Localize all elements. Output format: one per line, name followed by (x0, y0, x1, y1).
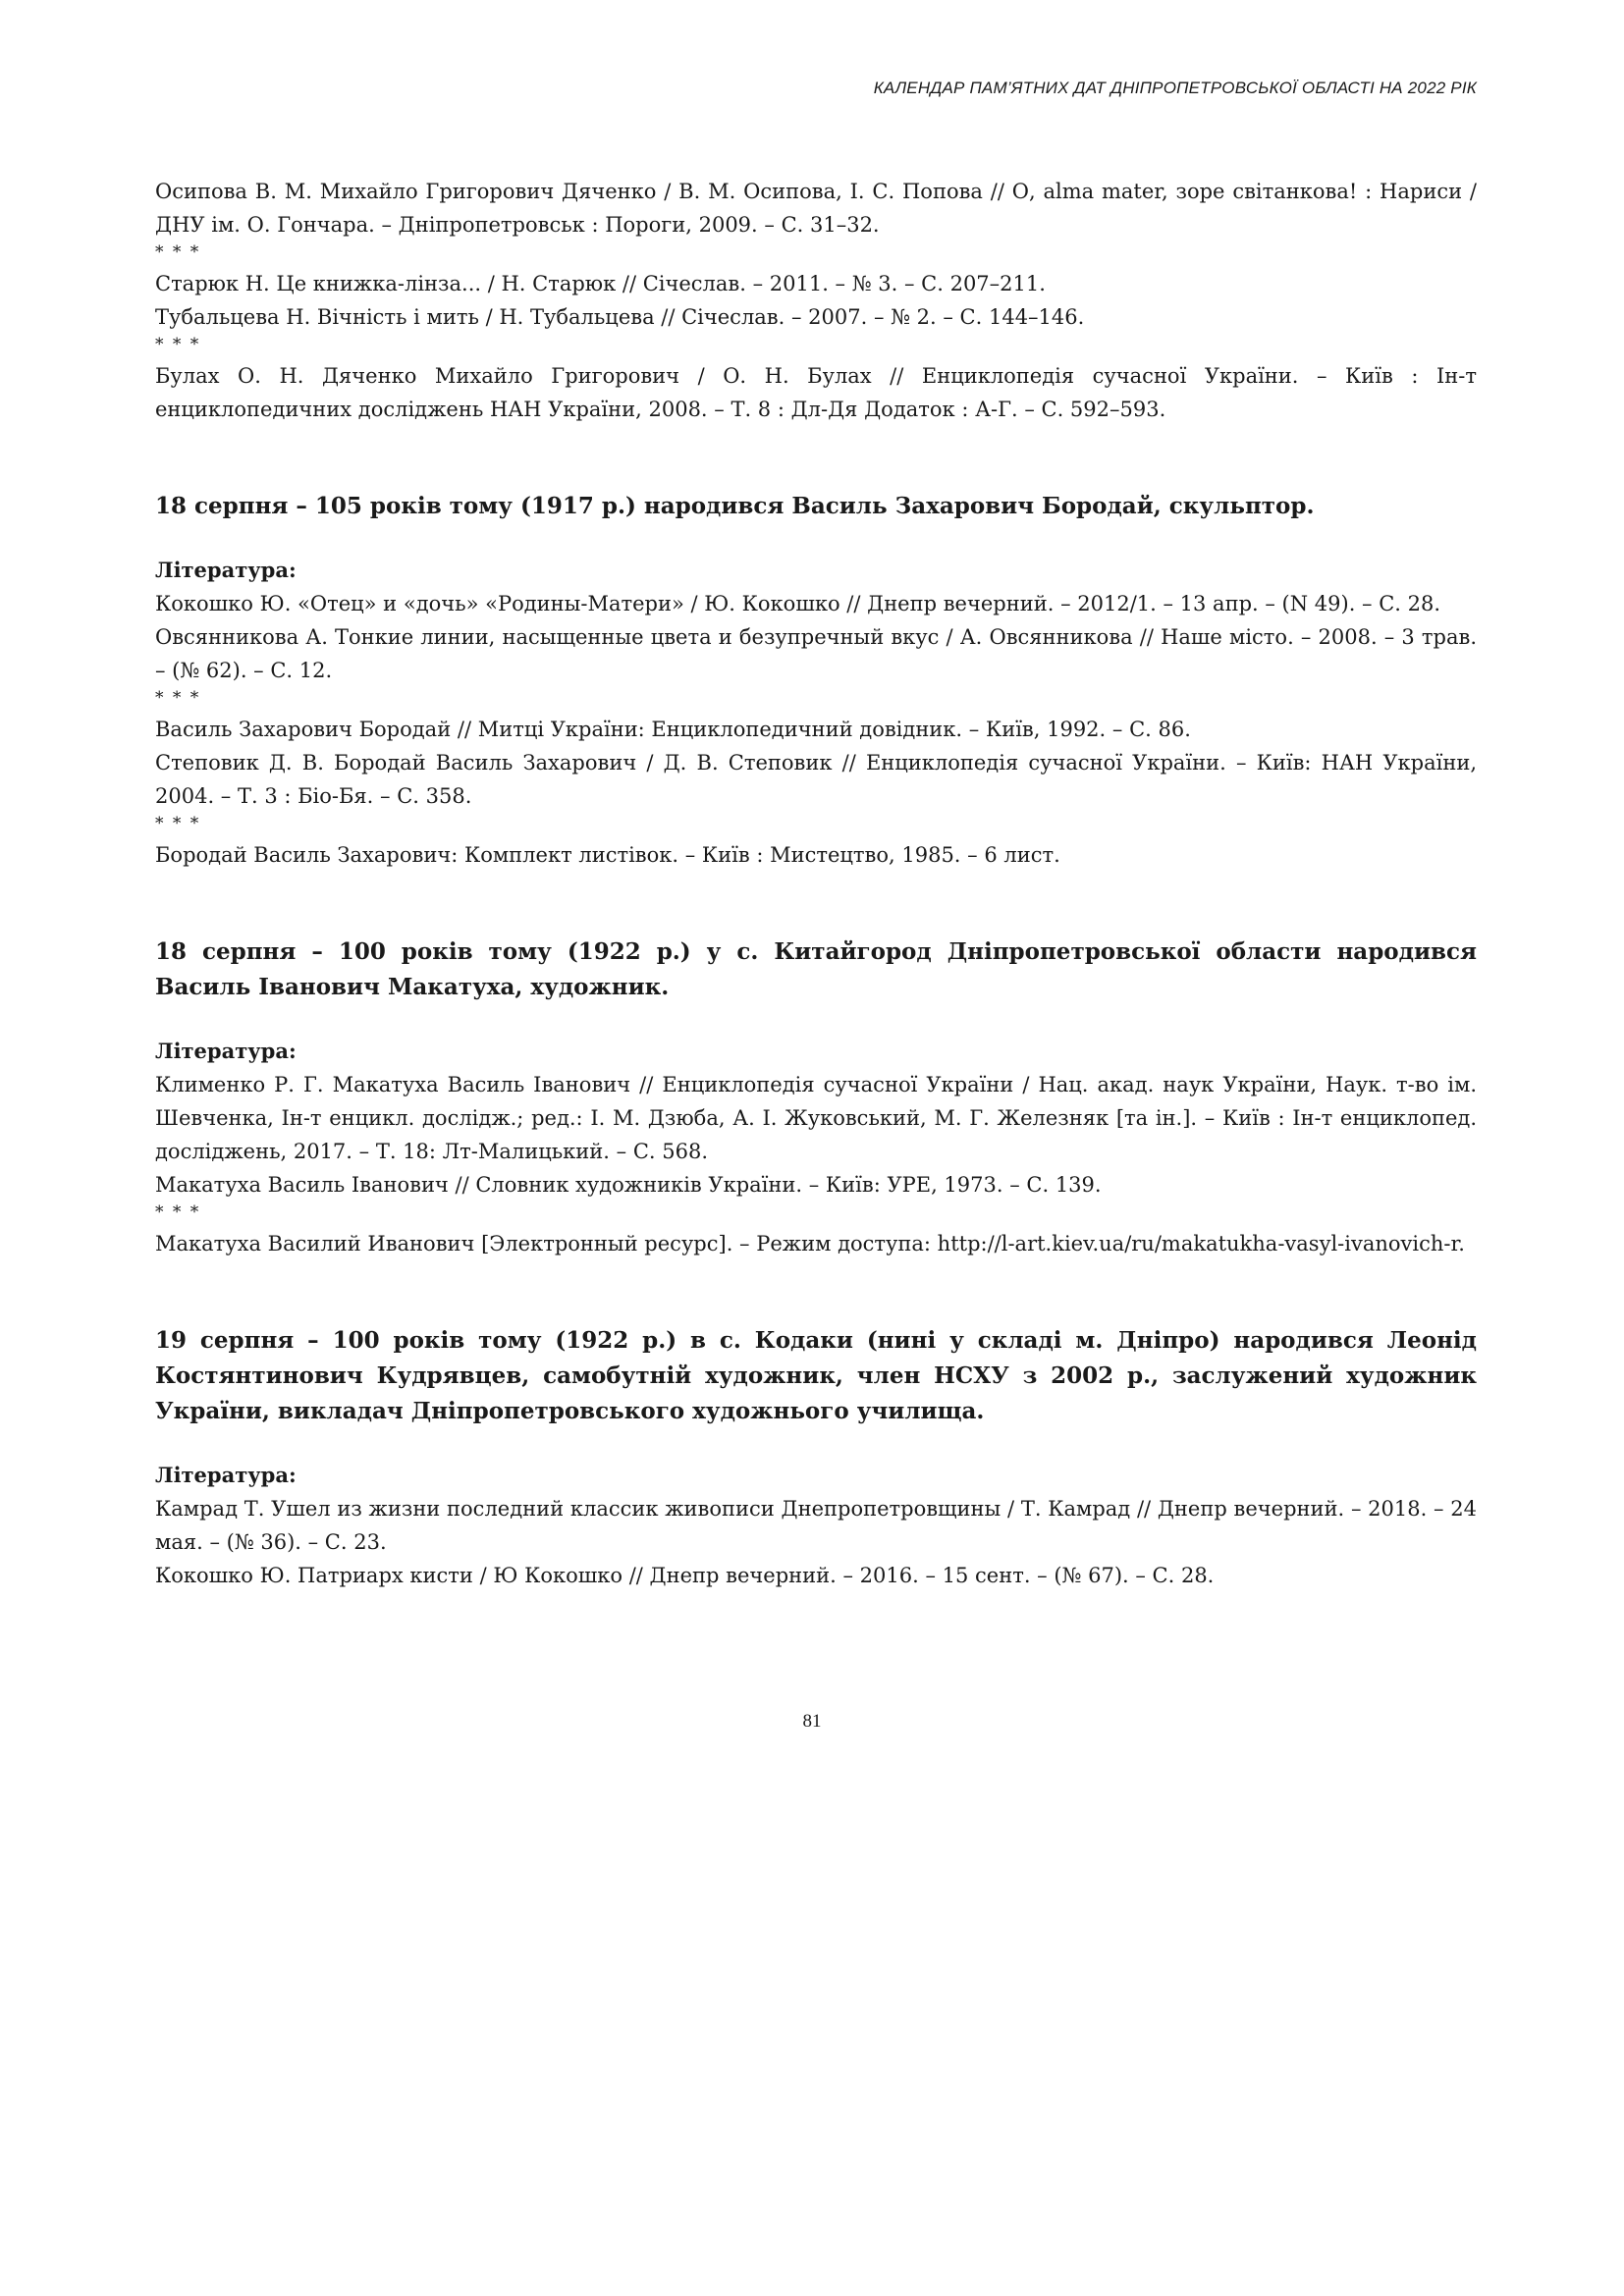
bibliography-entry: Кокошко Ю. «Отец» и «дочь» «Родины-Матери» / Ю. Кокошко // Днепр вечерний. – 2012/1. – 13 апр. – (N 49). – С. 28. (155, 592, 1441, 615)
entry-separator: * * * (155, 335, 201, 354)
bibliography-entry: Василь Захарович Бородай // Митці України: Енциклопедичний довідник. – Київ, 1992. – С. 86. (155, 718, 1191, 741)
bibliography-entry: Овсянникова А. Тонкие линии, насыщенные цвета и безупречный вкус / А. Овсянникова // Наше місто. – 2008. – 3 трав. – (№ 62). – С. 12. (155, 625, 1477, 682)
literature-label: Література: (155, 1039, 297, 1063)
section-kudriavtsev (155, 1323, 1477, 1592)
top-bibliography-block (155, 175, 1477, 426)
entry-separator: * * * (155, 242, 201, 262)
section-makatukha (155, 934, 1477, 1260)
bibliography-entry: Степовик Д. В. Бородай Василь Захарович / Д. В. Степовик // Енциклопедія сучасної України. – Київ: НАН України, 2004. – Т. 3 : Біо-Бя. – С. 358. (155, 751, 1477, 808)
running-header: КАЛЕНДАР ПАМ’ЯТНИХ ДАТ ДНІПРОПЕТРОВСЬКОЇ ОБЛАСТІ НА 2022 РІК (873, 79, 1477, 97)
bibliography-entry: Тубальцева Н. Вічність і мить / Н. Тубальцева // Січеслав. – 2007. – № 2. – С. 144–146. (155, 305, 1085, 329)
bibliography-entry: Булах О. Н. Дяченко Михайло Григорович / О. Н. Булах // Енциклопедія сучасної України. – Київ : Ін-т енциклопедичних досліджень НАН України, 2008. – Т. 8 : Дл-Дя Додаток : А-Г. – С. 592–593. (155, 364, 1477, 421)
section-borodai (155, 489, 1477, 872)
entry-separator: * * * (155, 814, 201, 833)
section-title: 18 серпня – 100 років тому (1922 р.) у с. Китайгород Дніпропетровської области народився Василь Іванович Макатуха, художник. (155, 938, 1477, 1000)
section-title: 19 серпня – 100 років тому (1922 р.) в с. Кодаки (нині у складі м. Дніпро) народився Леонід Костянтинович Кудрявцев, самобутній художник, член НСХУ з 2002 р., заслужений художник України, викладач Дніпропетровського художнього училища. (155, 1327, 1477, 1424)
bibliography-entry: Бородай Василь Захарович: Комплект листівок. – Київ : Мистецтво, 1985. – 6 лист. (155, 843, 1060, 867)
entry-separator: * * * (155, 688, 201, 708)
bibliography-entry: Камрад Т. Ушел из жизни последний классик живописи Днепропетровщины / Т. Камрад // Днепр вечерний. – 2018. – 24 мая. – (№ 36). – С. 23. (155, 1497, 1477, 1554)
bibliography-entry: Старюк Н. Це книжка-лінза... / Н. Старюк // Січеслав. – 2011. – № 3. – С. 207–211. (155, 272, 1046, 295)
entry-separator: * * * (155, 1202, 201, 1222)
literature-label: Література: (155, 1463, 297, 1487)
literature-label: Література: (155, 558, 297, 582)
section-title: 18 серпня – 105 років тому (1917 р.) народився Василь Захарович Бородай, скульптор. (155, 493, 1315, 519)
bibliography-entry: Макатуха Василий Иванович [Электронный ресурс]. – Режим доступа: http://l-art.kiev.ua/ru/makatukha-vasyl-ivanovich-r. (155, 1232, 1465, 1255)
bibliography-entry: Кокошко Ю. Патриарх кисти / Ю Кокошко // Днепр вечерний. – 2016. – 15 сент. – (№ 67). – С. 28. (155, 1564, 1215, 1587)
bibliography-entry: Осипова В. М. Михайло Григорович Дяченко / В. М. Осипова, І. С. Попова // О, alma mater, зоре світанкова! : Нариси / ДНУ ім. О. Гончара. – Дніпропетровськ : Пороги, 2009. – С. 31–32. (155, 180, 1477, 237)
bibliography-entry: Клименко Р. Г. Макатуха Василь Іванович // Енциклопедія сучасної України / Нац. акад. наук України, Наук. т-во ім. Шевченка, Ін-т енцикл. дослідж.; ред.: І. М. Дзюба, А. І. Жуковський, М. Г. Железняк [та ін.]. – Київ : Ін-т енциклопед. досліджень, 2017. – Т. 18: Лт-Малицький. – С. 568. (155, 1073, 1477, 1163)
page-number: 81 (802, 1711, 822, 1732)
bibliography-entry: Макатуха Василь Іванович // Словник художників України. – Київ: УРЕ, 1973. – С. 139. (155, 1173, 1102, 1197)
page-content (155, 175, 1477, 1592)
